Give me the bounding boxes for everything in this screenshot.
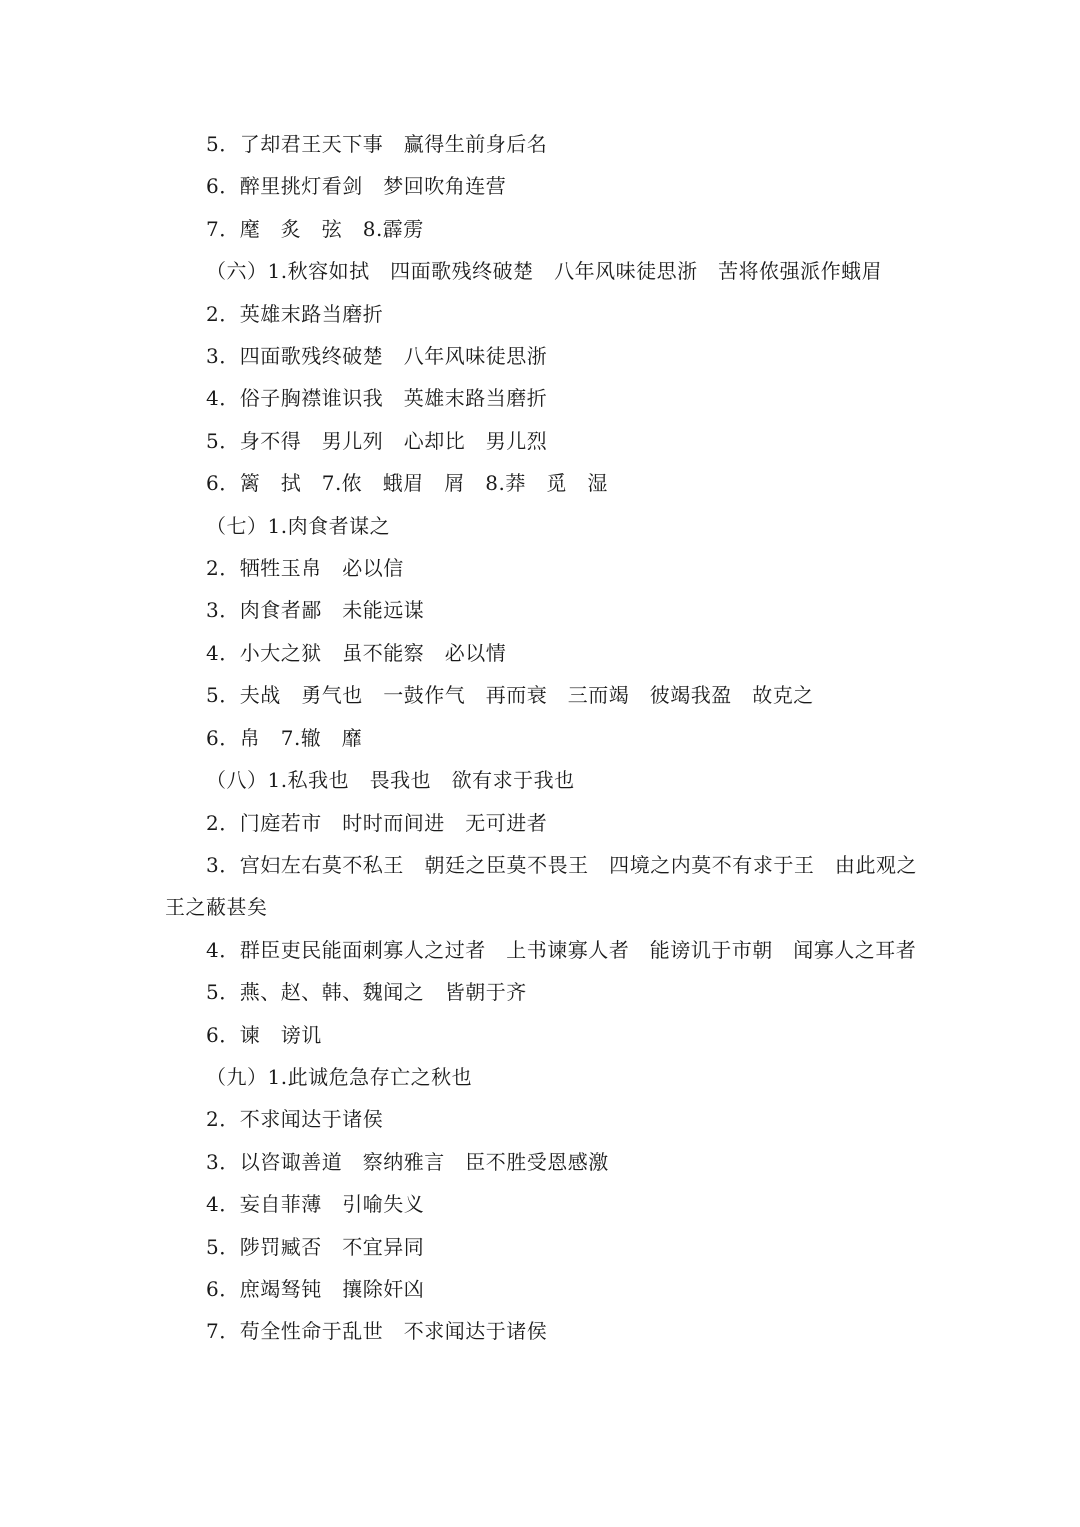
text-line: 2．英雄末路当磨折 <box>206 301 384 326</box>
text-line: 5．了却君王天下事 赢得生前身后名 <box>206 132 548 156</box>
text-line: 7．苟全性命于乱世 不求闻达于诸侯 <box>206 1319 548 1344</box>
text-line: 3．以咨诹善道 察纳雅言 臣不胜受恩感激 <box>206 1149 609 1174</box>
text-line: 4．俗子胸襟谁识我 英雄末路当磨折 <box>206 386 548 411</box>
text-line: 2．门庭若市 时时而间进 无可进者 <box>206 810 548 835</box>
text-line: 5．夫战 勇气也 一鼓作气 再而衰 三而竭 彼竭我盈 故克之 <box>206 683 814 708</box>
wrapped-text-line: 4．群臣吏民能面刺寡人之过者 上书谏寡人者 能谤讥于市朝 闻寡人之耳者 <box>206 937 917 962</box>
section-heading-line: （六）1.秋容如拭 四面歌残终破楚 八年风味徒思浙 苦将侬强派作蛾眉 <box>206 259 883 284</box>
text-line: 5．陟罚臧否 不宜异同 <box>206 1234 425 1259</box>
text-line: 6．谏 谤讥 <box>206 1022 322 1047</box>
text-line: 5．燕、赵、韩、魏闻之 皆朝于齐 <box>206 980 527 1005</box>
section-heading-line: （八）1.私我也 畏我也 欲有求于我也 <box>206 768 575 793</box>
text-line: 5．身不得 男儿列 心却比 男儿烈 <box>206 428 548 453</box>
text-line: 6．篱 拭 7.侬 蛾眉 屑 8.莽 觅 湿 <box>206 471 608 496</box>
section-heading-line: （七）1.肉食者谋之 <box>206 513 391 538</box>
wrapped-text-line: 3．宫妇左右莫不私王 朝廷之臣莫不畏王 四境之内莫不有求于王 由此观之 王之蔽甚矣 <box>165 852 938 920</box>
text-line: 3．四面歌残终破楚 八年风味徒思浙 <box>206 344 548 369</box>
text-line: 4．小大之狱 虽不能察 必以情 <box>206 640 507 665</box>
text-line: 4．妄自菲薄 引喻失义 <box>206 1192 425 1217</box>
text-line: 2．不求闻达于诸侯 <box>206 1107 384 1132</box>
section-heading-line: （九）1.此诚危急存亡之秋也 <box>206 1064 473 1089</box>
text-line: 6．庶竭驽钝 攘除奸凶 <box>206 1276 425 1301</box>
text-line: 6．醉里挑灯看剑 梦回吹角连营 <box>206 174 507 199</box>
text-line: 2．牺牲玉帛 必以信 <box>206 556 404 581</box>
text-line: 6．帛 7.辙 靡 <box>206 725 363 750</box>
answer-text-block <box>165 123 938 1353</box>
text-line: 7．麾 炙 弦 8.霹雳 <box>206 216 424 241</box>
text-line: 3．肉食者鄙 未能远谋 <box>206 598 425 623</box>
